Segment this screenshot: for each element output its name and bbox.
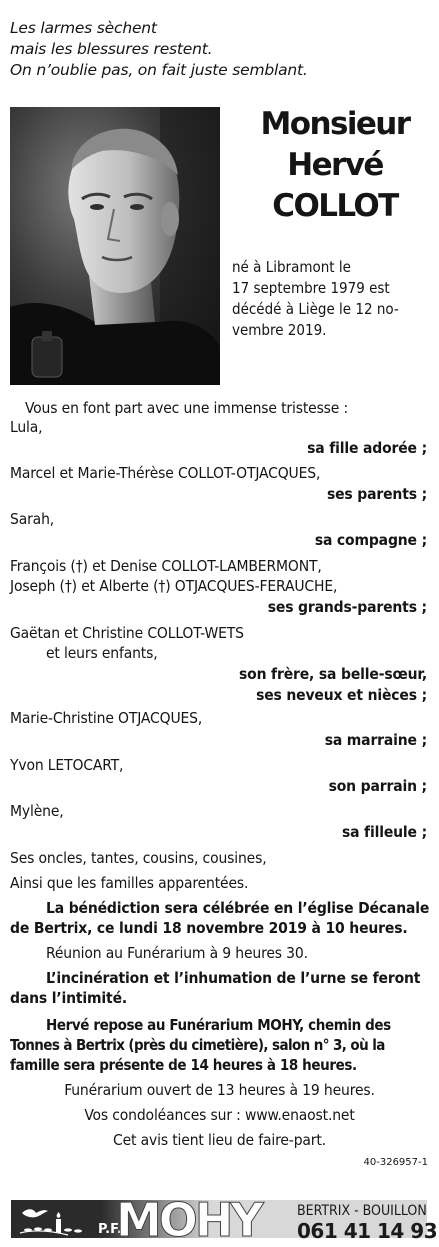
family-name: Marcel et Marie-Thérèse COLLOT-OTJACQUES, bbox=[10, 464, 321, 482]
family-relation: sa filleule ; bbox=[341, 823, 427, 841]
family-relation: ses grands-parents ; bbox=[267, 598, 427, 616]
condolences-text: Vos condoléances sur : www.enaost.net bbox=[84, 1106, 355, 1124]
pf-label: P.F. bbox=[98, 1222, 122, 1237]
candle-icon bbox=[56, 1212, 61, 1233]
bio-line: né à Libramont le bbox=[232, 258, 351, 276]
family-name: Joseph (†) et Alberte (†) OTJACQUES-FERAUCHE, bbox=[10, 577, 338, 595]
family-name: Yvon LETOCART, bbox=[10, 756, 124, 774]
rest-text: Hervé repose au Funérarium MOHY, chemin des bbox=[46, 1016, 391, 1034]
brand-name: MOHY bbox=[116, 1193, 261, 1247]
family-relation: sa compagne ; bbox=[314, 531, 427, 549]
phone-number: 061 41 14 93 bbox=[297, 1219, 438, 1243]
family-relation: ses neveux et nièces ; bbox=[256, 686, 427, 704]
family-relation: son frère, sa belle-sœur, bbox=[238, 665, 427, 683]
intro-text: Vous en font part avec une immense tristesse : bbox=[25, 399, 349, 417]
family-relation: ses parents ; bbox=[326, 485, 427, 503]
olive-branch-icon bbox=[20, 1227, 82, 1235]
poem-line: mais les blessures restent. bbox=[10, 40, 213, 58]
family-relation: son parrain ; bbox=[328, 777, 427, 795]
poem bbox=[10, 18, 308, 81]
family-name: Lula, bbox=[10, 418, 43, 436]
rest-text: Tonnes à Bertrix (près du cimetière), salon n° 3, où la bbox=[10, 1036, 385, 1054]
family-name: Mylène, bbox=[10, 802, 64, 820]
deceased-first-name: Hervé bbox=[287, 147, 383, 183]
notice-text: Cet avis tient lieu de faire-part. bbox=[113, 1131, 326, 1149]
meeting-text: Réunion au Funérarium à 9 heures 30. bbox=[46, 944, 308, 962]
family-relation: sa fille adorée ; bbox=[307, 439, 427, 457]
family-name: et leurs enfants, bbox=[46, 644, 158, 662]
reference-number: 40-326957-1 bbox=[363, 1157, 428, 1168]
others-line: Ses oncles, tantes, cousins, cousines, bbox=[10, 849, 267, 867]
deceased-last-name: COLLOT bbox=[272, 188, 398, 224]
blessing-text: La bénédiction sera célébrée en l’église Décanale bbox=[46, 899, 430, 917]
bio-line: décédé à Liège le 12 no- bbox=[232, 300, 399, 318]
family-relation: sa marraine ; bbox=[324, 731, 427, 749]
rest-text: famille sera présente de 14 heures à 18 heures. bbox=[10, 1056, 357, 1074]
cremation-text: dans l’intimité. bbox=[10, 989, 128, 1007]
bio-line: vembre 2019. bbox=[232, 321, 327, 339]
portrait-photo bbox=[10, 107, 220, 385]
blessing-text: de Bertrix, ce lundi 18 novembre 2019 à 10 heures. bbox=[10, 919, 408, 937]
family-name: François (†) et Denise COLLOT-LAMBERMONT, bbox=[10, 557, 322, 575]
hours-text: Funérarium ouvert de 13 heures à 19 heures. bbox=[64, 1081, 375, 1099]
poem-line: Les larmes sèchent bbox=[10, 19, 157, 37]
family-name: Marie-Christine OTJACQUES, bbox=[10, 709, 203, 727]
cremation-text: L’incinération et l’inhumation de l’urne se feront bbox=[46, 969, 421, 987]
location-text: BERTRIX - BOUILLON bbox=[297, 1203, 427, 1219]
family-name: Gaëtan et Christine COLLOT-WETS bbox=[10, 624, 244, 642]
funeral-emblem bbox=[16, 1203, 96, 1237]
family-name: Sarah, bbox=[10, 510, 55, 528]
poem-line: On n’oublie pas, on fait juste semblant. bbox=[10, 61, 308, 79]
bio-line: 17 septembre 1979 est bbox=[232, 279, 390, 297]
deceased-title: Monsieur bbox=[260, 106, 410, 142]
dove-icon bbox=[22, 1209, 48, 1217]
birth-death-info bbox=[232, 257, 429, 341]
others-line: Ainsi que les familles apparentées. bbox=[10, 874, 249, 892]
